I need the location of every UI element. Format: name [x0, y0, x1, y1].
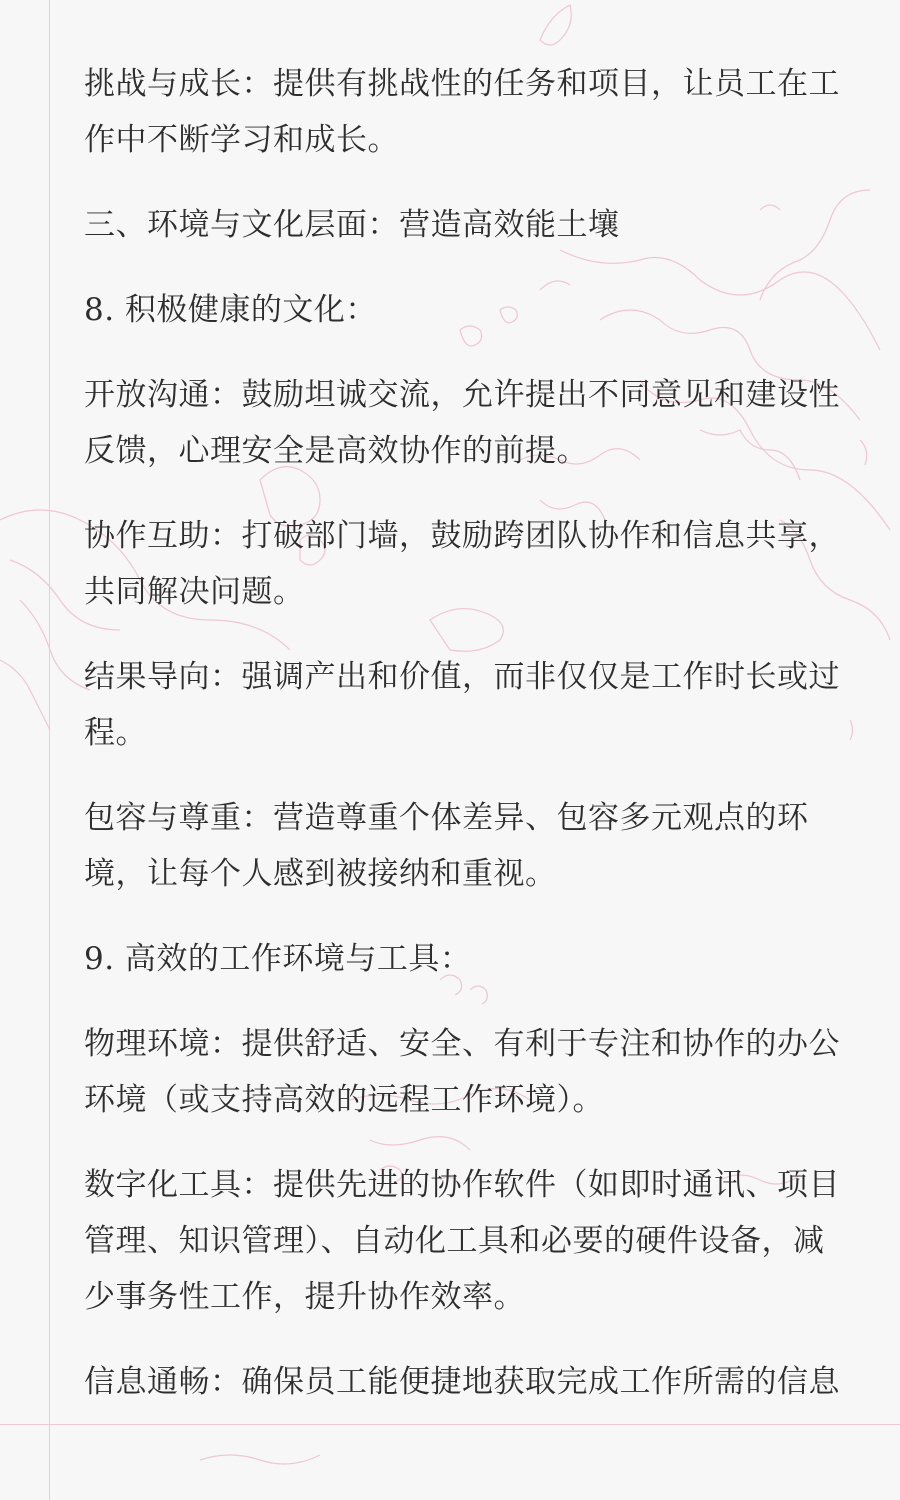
paragraph-results-oriented: 结果导向：强调产出和价值，而非仅仅是工作时长或过程。	[84, 659, 840, 751]
margin-rule-vertical	[49, 0, 50, 1500]
section-heading-environment-culture: 三、环境与文化层面：营造高效能土壤	[84, 207, 620, 243]
paragraph-physical-environment: 物理环境：提供舒适、安全、有利于专注和协作的办公环境（或支持高效的远程工作环境）。	[84, 1026, 840, 1118]
document-body	[84, 56, 854, 1439]
subheading-healthy-culture: 8. 积极健康的文化：	[84, 292, 377, 328]
paragraph-open-communication: 开放沟通：鼓励坦诚交流，允许提出不同意见和建设性反馈，心理安全是高效协作的前提。	[84, 377, 840, 469]
paragraph-collaboration: 协作互助：打破部门墙，鼓励跨团队协作和信息共享，共同解决问题。	[84, 518, 840, 610]
subheading-work-environment-tools: 9. 高效的工作环境与工具：	[84, 941, 472, 977]
paragraph-digital-tools: 数字化工具：提供先进的协作软件（如即时通讯、项目管理、知识管理）、自动化工具和必要的硬件设备，减少事务性工作，提升协作效率。	[84, 1167, 840, 1315]
paragraph-challenge-growth: 挑战与成长：提供有挑战性的任务和项目，让员工在工作中不断学习和成长。	[84, 66, 840, 158]
paragraph-inclusion-respect: 包容与尊重：营造尊重个体差异、包容多元观点的环境，让每个人感到被接纳和重视。	[84, 800, 809, 892]
paragraph-information-flow: 信息通畅：确保员工能便捷地获取完成工作所需的信息	[84, 1364, 840, 1400]
